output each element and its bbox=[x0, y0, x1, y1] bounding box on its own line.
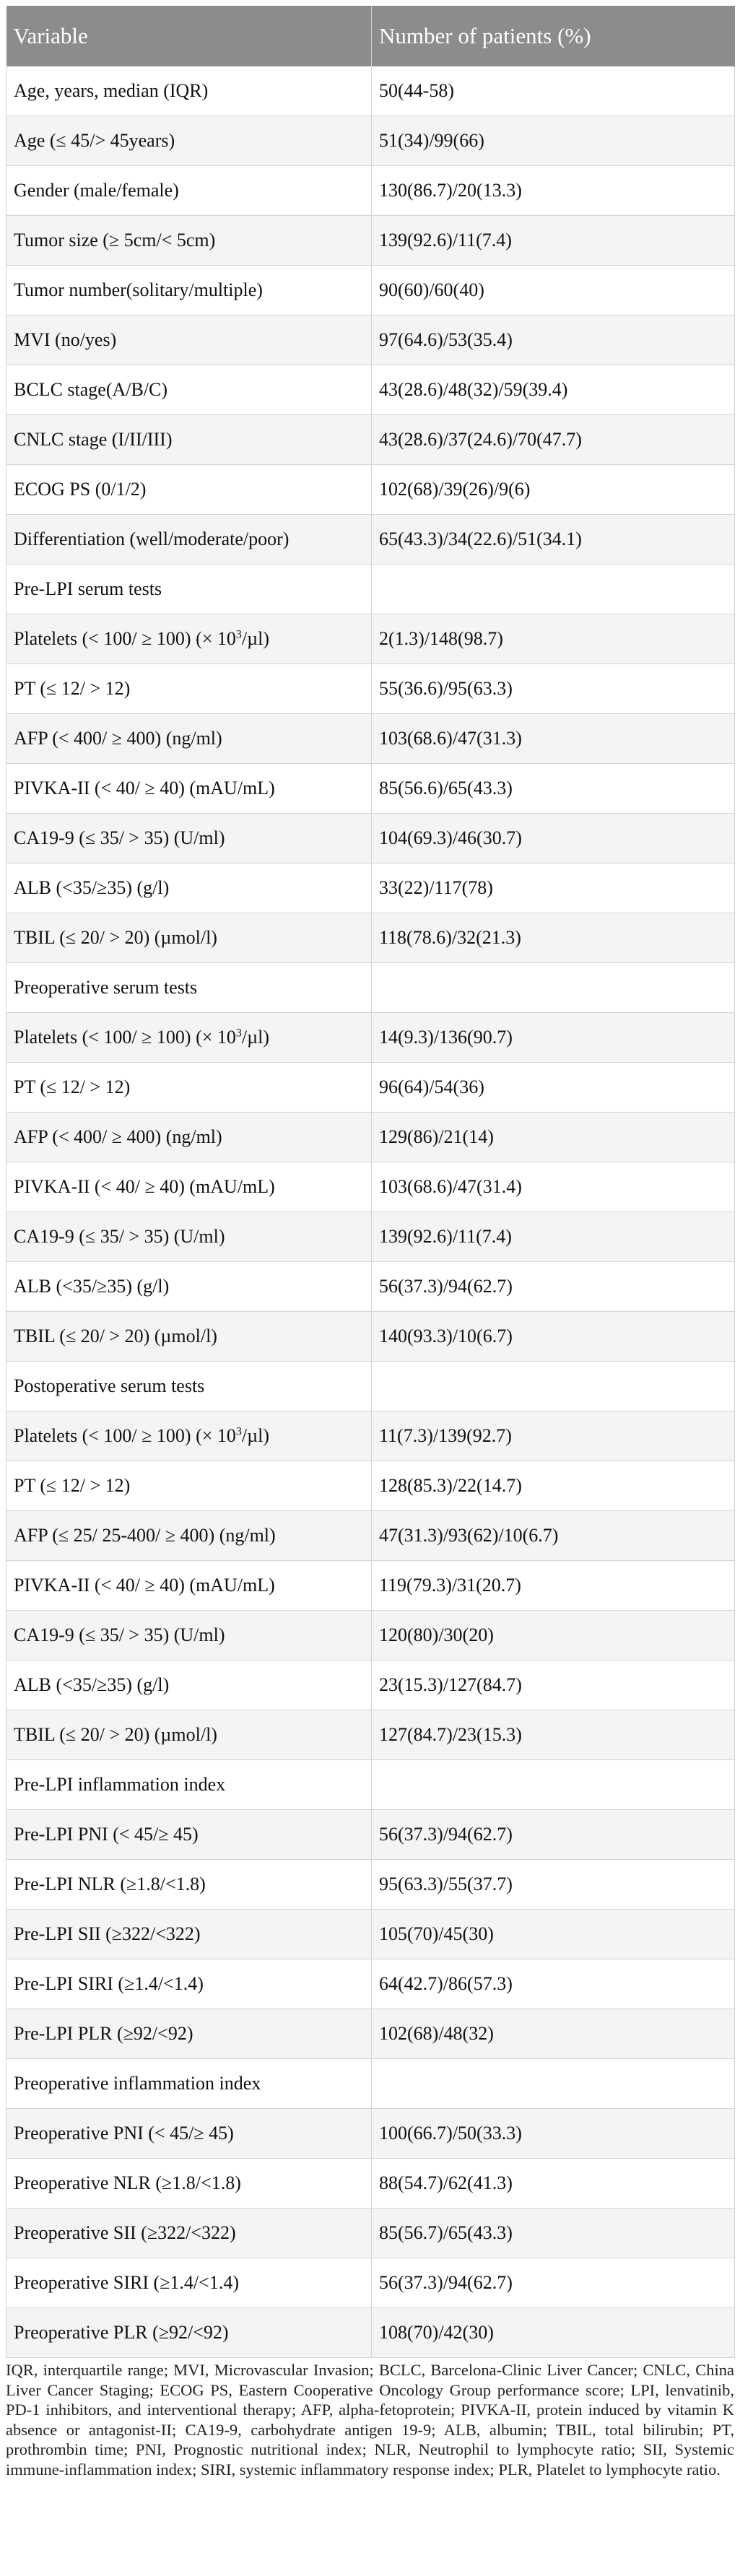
variable-label: AFP (≤ 25/ 25-400/ ≥ 400) (ng/ml) bbox=[14, 1525, 276, 1546]
table-row bbox=[6, 664, 735, 714]
variable-label: Pre-LPI SIRI (≥1.4/<1.4) bbox=[14, 1973, 204, 1994]
table-body bbox=[6, 66, 735, 2358]
table-row bbox=[6, 1611, 735, 1661]
variable-cell bbox=[6, 1910, 372, 1959]
variable-label: Pre-LPI serum tests bbox=[14, 578, 162, 599]
variable-cell bbox=[6, 415, 372, 465]
table-row bbox=[6, 1511, 735, 1561]
patients-value-cell: 85(56.7)/65(43.3) bbox=[372, 2209, 735, 2258]
patients-value-cell: 51(34)/99(66) bbox=[372, 116, 735, 166]
patients-value-cell: 11(7.3)/139(92.7) bbox=[372, 1411, 735, 1461]
variable-label: Pre-LPI NLR (≥1.8/<1.8) bbox=[14, 1874, 206, 1894]
variable-cell bbox=[6, 565, 372, 614]
table-row bbox=[6, 66, 735, 116]
patients-value-cell: 108(70)/42(30) bbox=[372, 2308, 735, 2358]
table-row bbox=[6, 1212, 735, 1262]
table-row bbox=[6, 764, 735, 814]
table-row bbox=[6, 814, 735, 863]
variable-cell bbox=[6, 116, 372, 166]
variable-label: AFP (< 400/ ≥ 400) (ng/ml) bbox=[14, 1126, 222, 1147]
variable-cell bbox=[6, 664, 372, 714]
table-row bbox=[6, 1461, 735, 1511]
variable-label: AFP (< 400/ ≥ 400) (ng/ml) bbox=[14, 728, 222, 749]
table-row bbox=[6, 1411, 735, 1461]
variable-label: PIVKA-II (< 40/ ≥ 40) (mAU/mL) bbox=[14, 778, 275, 799]
variable-label: CNLC stage (I/II/III) bbox=[14, 429, 173, 450]
table-row bbox=[6, 913, 735, 963]
patients-value-cell: 120(80)/30(20) bbox=[372, 1611, 735, 1661]
patients-value-cell: 140(93.3)/10(6.7) bbox=[372, 1312, 735, 1362]
variable-label: Gender (male/female) bbox=[14, 180, 179, 201]
header-variable: Variable bbox=[6, 6, 372, 66]
table-row bbox=[6, 1063, 735, 1113]
variable-cell bbox=[6, 1561, 372, 1611]
variable-cell bbox=[6, 1461, 372, 1511]
variable-cell bbox=[6, 714, 372, 764]
table-row bbox=[6, 1262, 735, 1312]
variable-cell bbox=[6, 266, 372, 316]
variable-cell bbox=[6, 2109, 372, 2159]
patients-value-cell: 100(66.7)/50(33.3) bbox=[372, 2109, 735, 2159]
patients-value-cell: 139(92.6)/11(7.4) bbox=[372, 1212, 735, 1262]
variable-superscript: 3 bbox=[235, 1027, 242, 1040]
patients-value-cell: 130(86.7)/20(13.3) bbox=[372, 166, 735, 216]
variable-cell bbox=[6, 963, 372, 1013]
variable-cell bbox=[6, 814, 372, 863]
variable-label: Preoperative PLR (≥92/<92) bbox=[14, 2322, 229, 2343]
patients-value-cell: 43(28.6)/48(32)/59(39.4) bbox=[372, 365, 735, 415]
table-row bbox=[6, 1959, 735, 2009]
variable-label: MVI (no/yes) bbox=[14, 329, 117, 350]
variable-label-suffix: /µl) bbox=[241, 628, 269, 649]
variable-cell bbox=[6, 365, 372, 415]
variable-cell bbox=[6, 764, 372, 814]
patients-value-cell: 102(68)/48(32) bbox=[372, 2009, 735, 2059]
patients-value-cell: 33(22)/117(78) bbox=[372, 863, 735, 913]
variable-label: Preoperative NLR (≥1.8/<1.8) bbox=[14, 2172, 241, 2193]
table-row bbox=[6, 266, 735, 316]
variable-label: ALB (<35/≥35) (g/l) bbox=[14, 877, 170, 898]
patients-value-cell: 118(78.6)/32(21.3) bbox=[372, 913, 735, 963]
variable-cell bbox=[6, 66, 372, 116]
variable-cell bbox=[6, 863, 372, 913]
variable-cell bbox=[6, 1661, 372, 1710]
variable-label: PIVKA-II (< 40/ ≥ 40) (mAU/mL) bbox=[14, 1575, 275, 1596]
table-header bbox=[6, 6, 735, 66]
patients-value-cell: 97(64.6)/53(35.4) bbox=[372, 316, 735, 365]
patients-value-cell: 104(69.3)/46(30.7) bbox=[372, 814, 735, 863]
patients-value-cell bbox=[372, 963, 735, 1013]
table-row bbox=[6, 2209, 735, 2258]
variable-label: CA19-9 (≤ 35/ > 35) (U/ml) bbox=[14, 1624, 225, 1645]
patients-value-cell: 65(43.3)/34(22.6)/51(34.1) bbox=[372, 515, 735, 565]
table-row bbox=[6, 863, 735, 913]
variable-cell bbox=[6, 2159, 372, 2209]
variable-cell bbox=[6, 1611, 372, 1661]
variable-label: TBIL (≤ 20/ > 20) (µmol/l) bbox=[14, 927, 217, 948]
header-number-of-patients: Number of patients (%) bbox=[372, 6, 735, 66]
patients-value-cell: 129(86)/21(14) bbox=[372, 1113, 735, 1162]
variable-cell bbox=[6, 1959, 372, 2009]
table-row bbox=[6, 365, 735, 415]
variable-label-suffix: /µl) bbox=[241, 1027, 269, 1048]
table-row bbox=[6, 1113, 735, 1162]
table-row bbox=[6, 2159, 735, 2209]
table-row bbox=[6, 415, 735, 465]
variable-cell bbox=[6, 1411, 372, 1461]
variable-label: Preoperative SII (≥322/<322) bbox=[14, 2222, 236, 2243]
variable-label: Preoperative serum tests bbox=[14, 977, 198, 998]
variable-label: Age (≤ 45/> 45years) bbox=[14, 130, 175, 151]
table-row bbox=[6, 166, 735, 216]
table-row bbox=[6, 2109, 735, 2159]
patients-value-cell: 14(9.3)/136(90.7) bbox=[372, 1013, 735, 1063]
table-row bbox=[6, 1810, 735, 1860]
variable-cell bbox=[6, 1860, 372, 1910]
table-row bbox=[6, 1710, 735, 1760]
table-row bbox=[6, 116, 735, 166]
variable-label: Pre-LPI SII (≥322/<322) bbox=[14, 1923, 201, 1944]
patients-value-cell: 55(36.6)/95(63.3) bbox=[372, 664, 735, 714]
table-row bbox=[6, 1162, 735, 1212]
variable-label: Preoperative PNI (< 45/≥ 45) bbox=[14, 2123, 234, 2144]
patients-value-cell: 119(79.3)/31(20.7) bbox=[372, 1561, 735, 1611]
patients-value-cell: 103(68.6)/47(31.4) bbox=[372, 1162, 735, 1212]
variable-cell bbox=[6, 515, 372, 565]
table-row bbox=[6, 565, 735, 614]
table-row bbox=[6, 1013, 735, 1063]
table-row bbox=[6, 2059, 735, 2109]
patients-value-cell: 96(64)/54(36) bbox=[372, 1063, 735, 1113]
variable-label: BCLC stage(A/B/C) bbox=[14, 379, 168, 400]
patients-value-cell: 43(28.6)/37(24.6)/70(47.7) bbox=[372, 415, 735, 465]
patients-value-cell: 95(63.3)/55(37.7) bbox=[372, 1860, 735, 1910]
variable-label: Platelets (< 100/ ≥ 100) (× 10 bbox=[14, 628, 236, 649]
patients-value-cell bbox=[372, 565, 735, 614]
variable-label: Pre-LPI inflammation index bbox=[14, 1774, 226, 1795]
table-row bbox=[6, 614, 735, 664]
variable-label: Pre-LPI PLR (≥92/<92) bbox=[14, 2023, 193, 2044]
variable-label: Age, years, median (IQR) bbox=[14, 80, 209, 101]
variable-cell bbox=[6, 1710, 372, 1760]
patients-value-cell: 56(37.3)/94(62.7) bbox=[372, 1810, 735, 1860]
variable-label: PT (≤ 12/ > 12) bbox=[14, 1475, 131, 1496]
variable-label: ALB (<35/≥35) (g/l) bbox=[14, 1674, 170, 1695]
table-row bbox=[6, 515, 735, 565]
patients-value-cell: 105(70)/45(30) bbox=[372, 1910, 735, 1959]
patients-value-cell: 90(60)/60(40) bbox=[372, 266, 735, 316]
table-row bbox=[6, 216, 735, 266]
variable-cell bbox=[6, 1013, 372, 1063]
table-row bbox=[6, 316, 735, 365]
variable-cell bbox=[6, 614, 372, 664]
table-row bbox=[6, 1910, 735, 1959]
variable-label: ECOG PS (0/1/2) bbox=[14, 479, 147, 500]
patients-value-cell: 2(1.3)/148(98.7) bbox=[372, 614, 735, 664]
variable-label: Differentiation (well/moderate/poor) bbox=[14, 528, 290, 549]
variable-cell bbox=[6, 1212, 372, 1262]
variable-cell bbox=[6, 1362, 372, 1411]
variable-cell bbox=[6, 2209, 372, 2258]
patients-value-cell bbox=[372, 2059, 735, 2109]
variable-cell bbox=[6, 1312, 372, 1362]
table-row bbox=[6, 1760, 735, 1810]
variable-cell bbox=[6, 1113, 372, 1162]
variable-cell bbox=[6, 1262, 372, 1312]
variable-superscript: 3 bbox=[235, 1425, 242, 1438]
variable-cell bbox=[6, 1511, 372, 1561]
variable-label: Tumor size (≥ 5cm/< 5cm) bbox=[14, 230, 216, 251]
patients-value-cell: 85(56.6)/65(43.3) bbox=[372, 764, 735, 814]
variable-label: Preoperative SIRI (≥1.4/<1.4) bbox=[14, 2272, 239, 2293]
table-row bbox=[6, 2009, 735, 2059]
patients-value-cell bbox=[372, 1760, 735, 1810]
variable-cell bbox=[6, 1162, 372, 1212]
variable-label: Platelets (< 100/ ≥ 100) (× 10 bbox=[14, 1027, 236, 1048]
patients-value-cell: 88(54.7)/62(41.3) bbox=[372, 2159, 735, 2209]
variable-label: Tumor number(solitary/multiple) bbox=[14, 279, 263, 300]
variable-label-suffix: /µl) bbox=[241, 1425, 269, 1446]
table-header-row bbox=[6, 6, 735, 66]
patients-value-cell: 103(68.6)/47(31.3) bbox=[372, 714, 735, 764]
patients-value-cell: 47(31.3)/93(62)/10(6.7) bbox=[372, 1511, 735, 1561]
variable-superscript: 3 bbox=[235, 628, 242, 641]
patients-value-cell: 127(84.7)/23(15.3) bbox=[372, 1710, 735, 1760]
variable-label: Platelets (< 100/ ≥ 100) (× 10 bbox=[14, 1425, 236, 1446]
patients-value-cell: 23(15.3)/127(84.7) bbox=[372, 1661, 735, 1710]
table-row bbox=[6, 465, 735, 515]
table-row bbox=[6, 1661, 735, 1710]
variable-cell bbox=[6, 1810, 372, 1860]
variable-label: Postoperative serum tests bbox=[14, 1375, 205, 1396]
patients-value-cell: 64(42.7)/86(57.3) bbox=[372, 1959, 735, 2009]
variable-label: Preoperative inflammation index bbox=[14, 2073, 261, 2094]
table-row bbox=[6, 963, 735, 1013]
variable-cell bbox=[6, 316, 372, 365]
variable-label: CA19-9 (≤ 35/ > 35) (U/ml) bbox=[14, 827, 225, 848]
table-row bbox=[6, 1362, 735, 1411]
table-row bbox=[6, 2258, 735, 2308]
patients-value-cell: 50(44-58) bbox=[372, 66, 735, 116]
variable-label: PT (≤ 12/ > 12) bbox=[14, 1076, 131, 1097]
table-footnote: IQR, interquartile range; MVI, Microvascular Invasion; BCLC, Barcelona-Clinic Liver Cancer; CNLC, China Liver Cancer Staging; ECOG PS, Eastern Cooperative Oncology Group performance score; LPI, lenvatinib, PD-1 inhibitors, and interventional therapy; AFP, alpha-fetoprotein; PIVKA-II, protein induced by vitamin K absence or antagonist-II; CA19-9, carbohydrate antigen 19-9; ALB, albumin; TBIL, total bilirubin; PT, prothrombin time; PNI, Prognostic nutritional index; NLR, Neutrophil to lymphocyte ratio; SII, Systemic immune-inflammation index; SIRI, systemic inflammatory response index; PLR, Platelet to lymphocyte ratio. bbox=[6, 2361, 734, 2479]
variable-cell bbox=[6, 2258, 372, 2308]
variable-label: TBIL (≤ 20/ > 20) (µmol/l) bbox=[14, 1326, 217, 1346]
patients-value-cell: 56(37.3)/94(62.7) bbox=[372, 1262, 735, 1312]
variable-cell bbox=[6, 166, 372, 216]
patients-value-cell bbox=[372, 1362, 735, 1411]
patients-value-cell: 139(92.6)/11(7.4) bbox=[372, 216, 735, 266]
table-row bbox=[6, 1561, 735, 1611]
variable-label: PT (≤ 12/ > 12) bbox=[14, 678, 131, 699]
variable-cell bbox=[6, 2009, 372, 2059]
table-row bbox=[6, 1312, 735, 1362]
patients-value-cell: 56(37.3)/94(62.7) bbox=[372, 2258, 735, 2308]
variable-cell bbox=[6, 913, 372, 963]
patient-characteristics-table bbox=[6, 6, 735, 2358]
patients-value-cell: 102(68)/39(26)/9(6) bbox=[372, 465, 735, 515]
variable-label: TBIL (≤ 20/ > 20) (µmol/l) bbox=[14, 1724, 217, 1745]
variable-cell bbox=[6, 465, 372, 515]
variable-label: CA19-9 (≤ 35/ > 35) (U/ml) bbox=[14, 1226, 225, 1247]
table-row bbox=[6, 714, 735, 764]
variable-label: PIVKA-II (< 40/ ≥ 40) (mAU/mL) bbox=[14, 1176, 275, 1197]
variable-cell bbox=[6, 1063, 372, 1113]
patients-value-cell: 128(85.3)/22(14.7) bbox=[372, 1461, 735, 1511]
table-row bbox=[6, 1860, 735, 1910]
variable-label: ALB (<35/≥35) (g/l) bbox=[14, 1276, 170, 1297]
variable-cell bbox=[6, 1760, 372, 1810]
variable-cell bbox=[6, 216, 372, 266]
variable-cell bbox=[6, 2059, 372, 2109]
variable-label: Pre-LPI PNI (< 45/≥ 45) bbox=[14, 1824, 199, 1845]
